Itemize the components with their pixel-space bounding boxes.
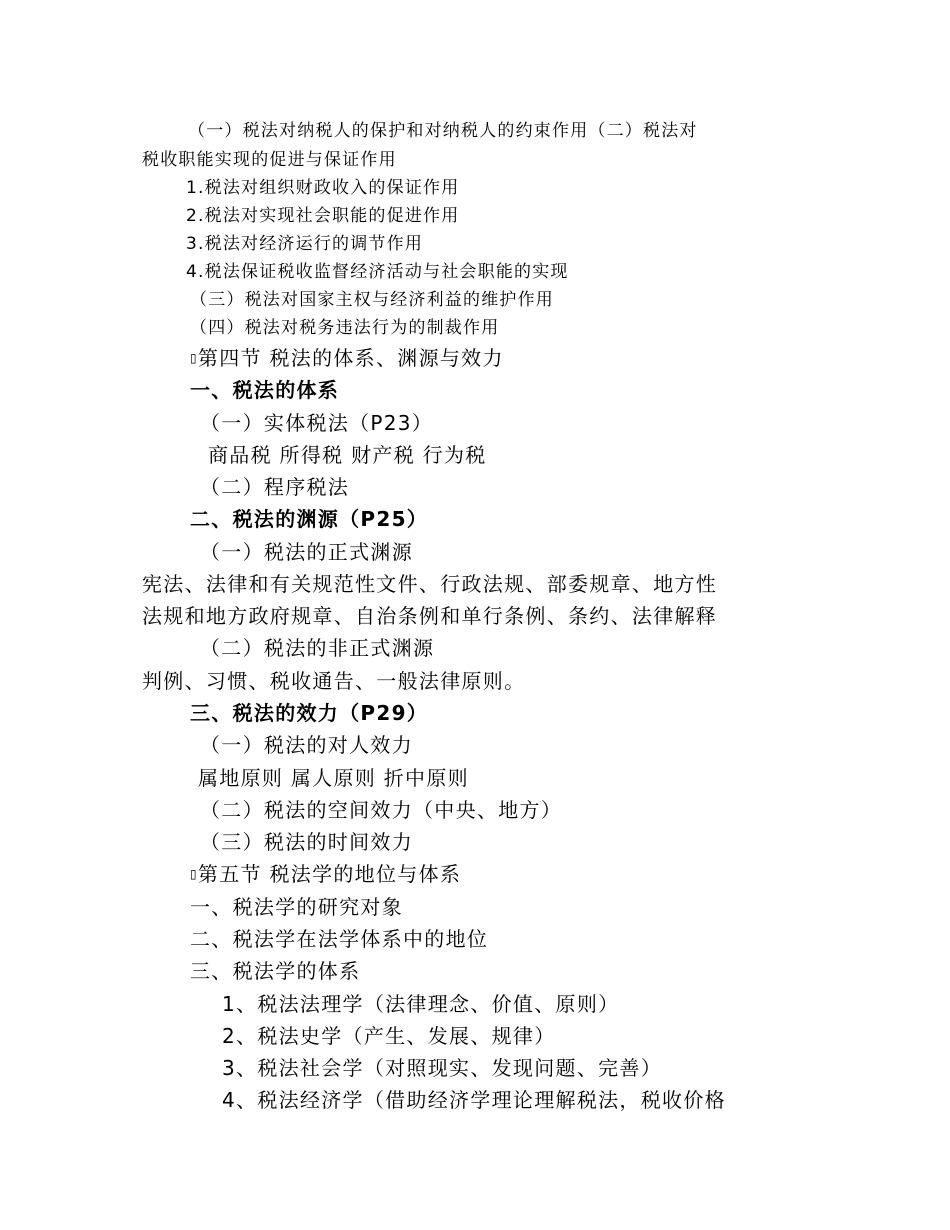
text-line: 3、税法社会学（对照现实、发现问题、完善） (222, 1056, 663, 1080)
text-line: 商品税 所得税 财产税 行为税 (208, 443, 487, 467)
subsection-heading: 一、税法的体系 (190, 378, 340, 402)
text-line: 4、税法经济学（借助经济学理论理解税法，税收价格 (222, 1088, 726, 1112)
text-line: （二）税法的非正式渊源 (200, 636, 435, 660)
text-line: （四）税法对税务违法行为的制裁作用 (190, 318, 500, 338)
text-line: 税收职能实现的促进与保证作用 (142, 150, 397, 170)
subsection-heading: 二、税法的渊源（P25） (190, 507, 429, 531)
text-line: 2、税法史学（产生、发展、规律） (222, 1024, 556, 1048)
text-line: 4.税法保证税收监督经济活动与社会职能的实现 (186, 262, 569, 282)
text-line: 2.税法对实现社会职能的促进作用 (186, 206, 460, 226)
text-line: 三、税法学的体系 (190, 959, 361, 983)
text-line: 1、税法法理学（法律理念、价值、原则） (222, 992, 620, 1016)
text-line: 属地原则 属人原则 折中原则 (198, 766, 469, 790)
section-heading: ▯第五节 税法学的地位与体系 (190, 862, 462, 886)
text-line: （三）税法对国家主权与经济利益的维护作用 (190, 290, 554, 310)
square-bullet-icon: ▯ (190, 351, 198, 365)
text-line: 二、税法学在法学体系中的地位 (190, 927, 489, 951)
text-line: 1.税法对组织财政收入的保证作用 (186, 178, 460, 198)
text-line: （三）税法的时间效力 (200, 830, 413, 854)
text-line: 宪法、法律和有关规范性文件、行政法规、部委规章、地方性 (142, 572, 718, 596)
text-line: （一）实体税法（P23） (200, 411, 434, 435)
text-line: 一、税法学的研究对象 (190, 895, 403, 919)
text-line: 3.税法对经济运行的调节作用 (186, 234, 424, 254)
text-line: （一）税法的正式渊源 (200, 540, 413, 564)
subsection-heading: 三、税法的效力（P29） (190, 701, 429, 725)
text-line: （一）税法的对人效力 (200, 733, 413, 757)
section-heading: ▯第四节 税法的体系、渊源与效力 (190, 346, 504, 370)
text-line: （一）税法对纳税人的保护和对纳税人的约束作用（二）税法对 (188, 121, 698, 141)
text-line: 判例、习惯、税收通告、一般法律原则。 (142, 669, 526, 693)
text-line: 法规和地方政府规章、自治条例和单行条例、条约、法律解释 (142, 604, 718, 628)
square-bullet-icon: ▯ (190, 867, 198, 881)
text-line: （二）税法的空间效力（中央、地方） (200, 798, 563, 822)
text-line: （二）程序税法 (200, 475, 350, 499)
